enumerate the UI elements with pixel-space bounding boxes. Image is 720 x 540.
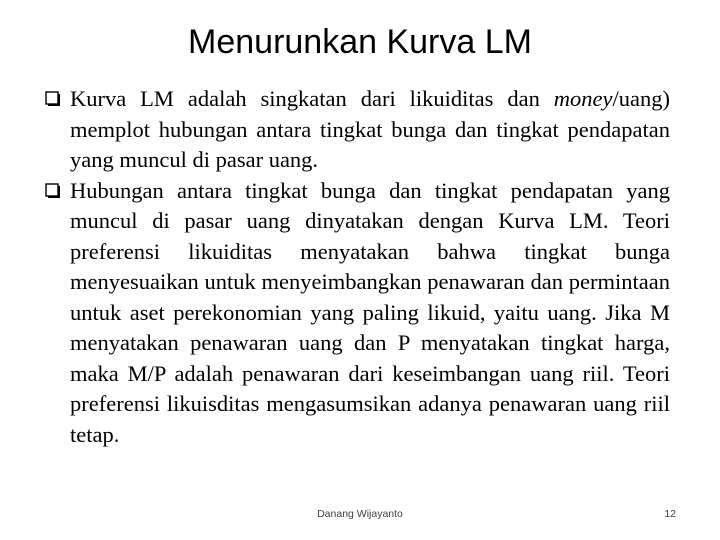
bullet-2-text: Hubungan antara tingkat bunga dan tingkat pendapatan yang muncul di pasar uang dinyatakan dengan Kurva LM. Teori preferensi likuiditas menyatakan bahwa tingkat bunga menyesuaikan untuk menyeimbangkan penawaran dan permintaan untuk aset perekonomian yang paling likuid, yaitu uang. Jika M menyatakan penawaran uang dan P menyatakan tingkat harga, maka M/P adalah penawaran dari keseimbangan uang riil. Teori preferensi likuisditas mengasumsikan adanya penawaran uang riil tetap. <box>70 177 670 447</box>
bullet-1-text-italic: money <box>553 86 613 111</box>
bullet-item-2 <box>44 176 670 451</box>
square-checkbox-bullet-icon <box>45 183 61 199</box>
bullet-item-1 <box>44 84 670 176</box>
bullet-list <box>44 84 670 450</box>
page-number: 12 <box>664 508 676 520</box>
slide-title: Menurunkan Kurva LM <box>188 23 532 61</box>
square-checkbox-bullet-icon <box>45 91 61 107</box>
bullet-1-text-after: /uang) memplot hubungan antara tingkat bunga dan tingkat pendapatan yang muncul di pasar uang. <box>70 86 670 172</box>
bullet-1-text-before: Kurva LM adalah singkatan dari likuiditas dan <box>70 86 554 111</box>
footer-author: Danang Wijayanto <box>317 508 403 520</box>
